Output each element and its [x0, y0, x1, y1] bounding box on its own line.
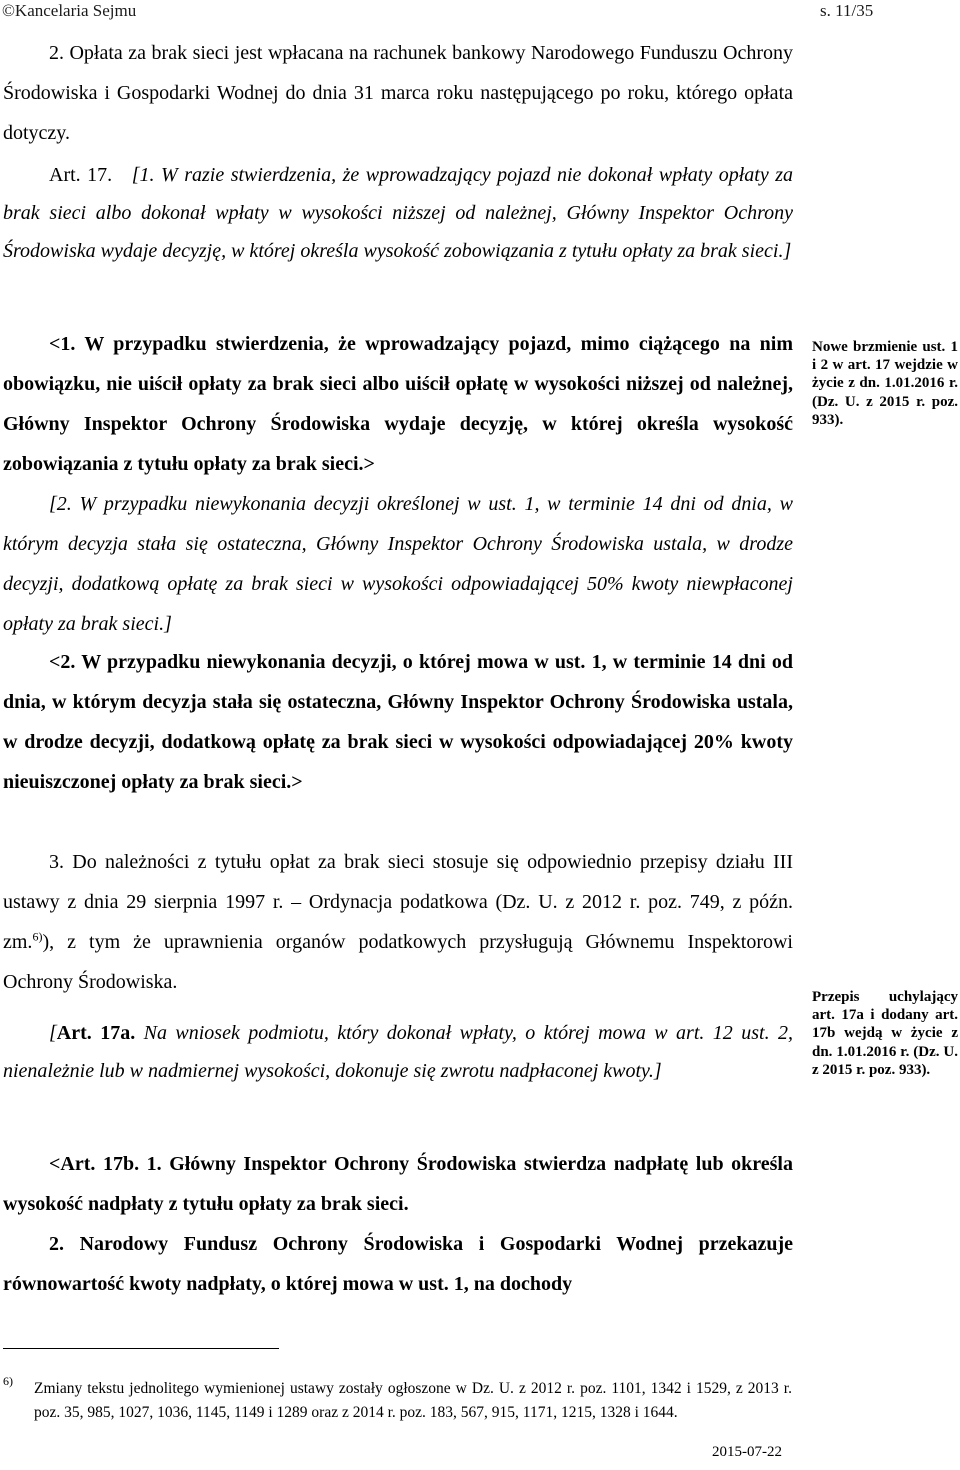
page-number: s. 11/35	[820, 1, 874, 20]
margin-note-art17a-17b: Przepis uchylający art. 17a i dodany art. 17b wejdą w życie z dn. 1.01.2016 r. (Dz. U. z 2015 r. poz. 933).	[812, 989, 958, 1078]
paragraph-art17-new-1: <1. W przypadku stwierdzenia, że wprowadzający pojazd, mimo ciążącego na nim obowiązku, nie uiścił opłaty za brak sieci albo uiścił opłatę w wysokości niższej od należnej, Główny Inspektor Ochrony Środowiska wydaje decyzję, w której określa wysokość zobowiązania z tytułu opłaty za brak sieci.>	[3, 333, 793, 475]
footnote-mark: 6)	[3, 1374, 13, 1388]
paragraph-art17-old-1	[3, 156, 793, 270]
footer-date: 2015-07-22	[712, 1444, 782, 1460]
footnote-separator	[3, 1348, 279, 1349]
art17-old-ust1-text: [1. W razie stwierdzenia, że wprowadzający pojazd nie dokonał wpłaty opłaty za brak sieci albo dokonał wpłaty w wysokości niższej od należnej, Główny Inspektor Ochrony Środowiska wydaje decyzję, w której określa wysokość zobowiązania z tytułu opłaty za brak sieci.]	[3, 164, 793, 262]
footnote-text: Zmiany tekstu jednolitego wymienionej ustawy zostały ogłoszone w Dz. U. z 2012 r. poz. 1101, 1342 i 1529, z 2013 r. poz. 35, 985, 1027, 1036, 1145, 1149 i 1289 oraz z 2014 r. poz. 183, 567, 915, 1171, 1215, 1328 i 1644.	[34, 1380, 792, 1421]
paragraph-art17-old-2: [2. W przypadku niewykonania decyzji określonej w ust. 1, w terminie 14 dni od dnia, w którym decyzja stała się ostateczna, Główny Inspektor Ochrony Środowiska ustala, w drodze decyzji, dodatkową opłatę za brak sieci w wysokości odpowiadającej 50% kwoty niewpłaconej opłaty za brak sieci.]	[3, 493, 793, 635]
art17-heading: Art. 17.	[49, 164, 113, 186]
art17-ust3-text-b: ), z tym że uprawnienia organów podatkowych przysługują Głównemu Inspektorowi Ochrony Środowiska.	[3, 931, 793, 993]
margin-note-art17: Nowe brzmienie ust. 1 i 2 w art. 17 wejdzie w życie z dn. 1.01.2016 r. (Dz. U. z 2015 r. poz. 933).	[812, 339, 958, 428]
paragraph-art17b-2: 2. Narodowy Fundusz Ochrony Środowiska i Gospodarki Wodnej przekazuje równowartość kwoty nadpłaty, o której mowa w ust. 1, na dochody	[3, 1233, 793, 1295]
art17a-heading: Art. 17a.	[56, 1022, 136, 1044]
paragraph-oplata-2: 2. Opłata za brak sieci jest wpłacana na rachunek bankowy Narodowego Funduszu Ochrony Środowiska i Gospodarki Wodnej do dnia 31 marca roku następującego po roku, którego opłata dotyczy.	[3, 42, 793, 144]
paragraph-art17a	[3, 1014, 793, 1090]
paragraph-art17-ust3	[3, 842, 793, 1002]
art17a-bracket: [	[49, 1022, 57, 1044]
art17-ust3-text-a: 3. Do należności z tytułu opłat za brak sieci stosuje się odpowiednio przepisy działu III ustawy z dnia 29 sierpnia 1997 r. – Ordynacja podatkowa (Dz. U. z 2012 r. poz. 749, z późn. zm.	[3, 851, 793, 953]
header-left: ©Kancelaria Sejmu	[2, 1, 137, 20]
art17a-text: Na wniosek podmiotu, który dokonał wpłaty, o której mowa w art. 12 ust. 2, nienależnie lub w nadmiernej wysokości, dokonuje się zwrotu nadpłaconej kwoty.]	[3, 1022, 794, 1082]
paragraph-art17b-1: <Art. 17b. 1. Główny Inspektor Ochrony Środowiska stwierdza nadpłatę lub określa wysokość nadpłaty z tytułu opłaty za brak sieci.	[3, 1153, 793, 1215]
paragraph-art17-new-2: <2. W przypadku niewykonania decyzji, o której mowa w ust. 1, w terminie 14 dni od dnia, w którym decyzja stała się ostateczna, Główny Inspektor Ochrony Środowiska ustala, w drodze decyzji, dodatkową opłatę za brak sieci w wysokości odpowiadającej 20% kwoty nieuiszczonej opłaty za brak sieci.>	[3, 651, 793, 793]
footnote-ref-6: 6)	[32, 929, 43, 944]
